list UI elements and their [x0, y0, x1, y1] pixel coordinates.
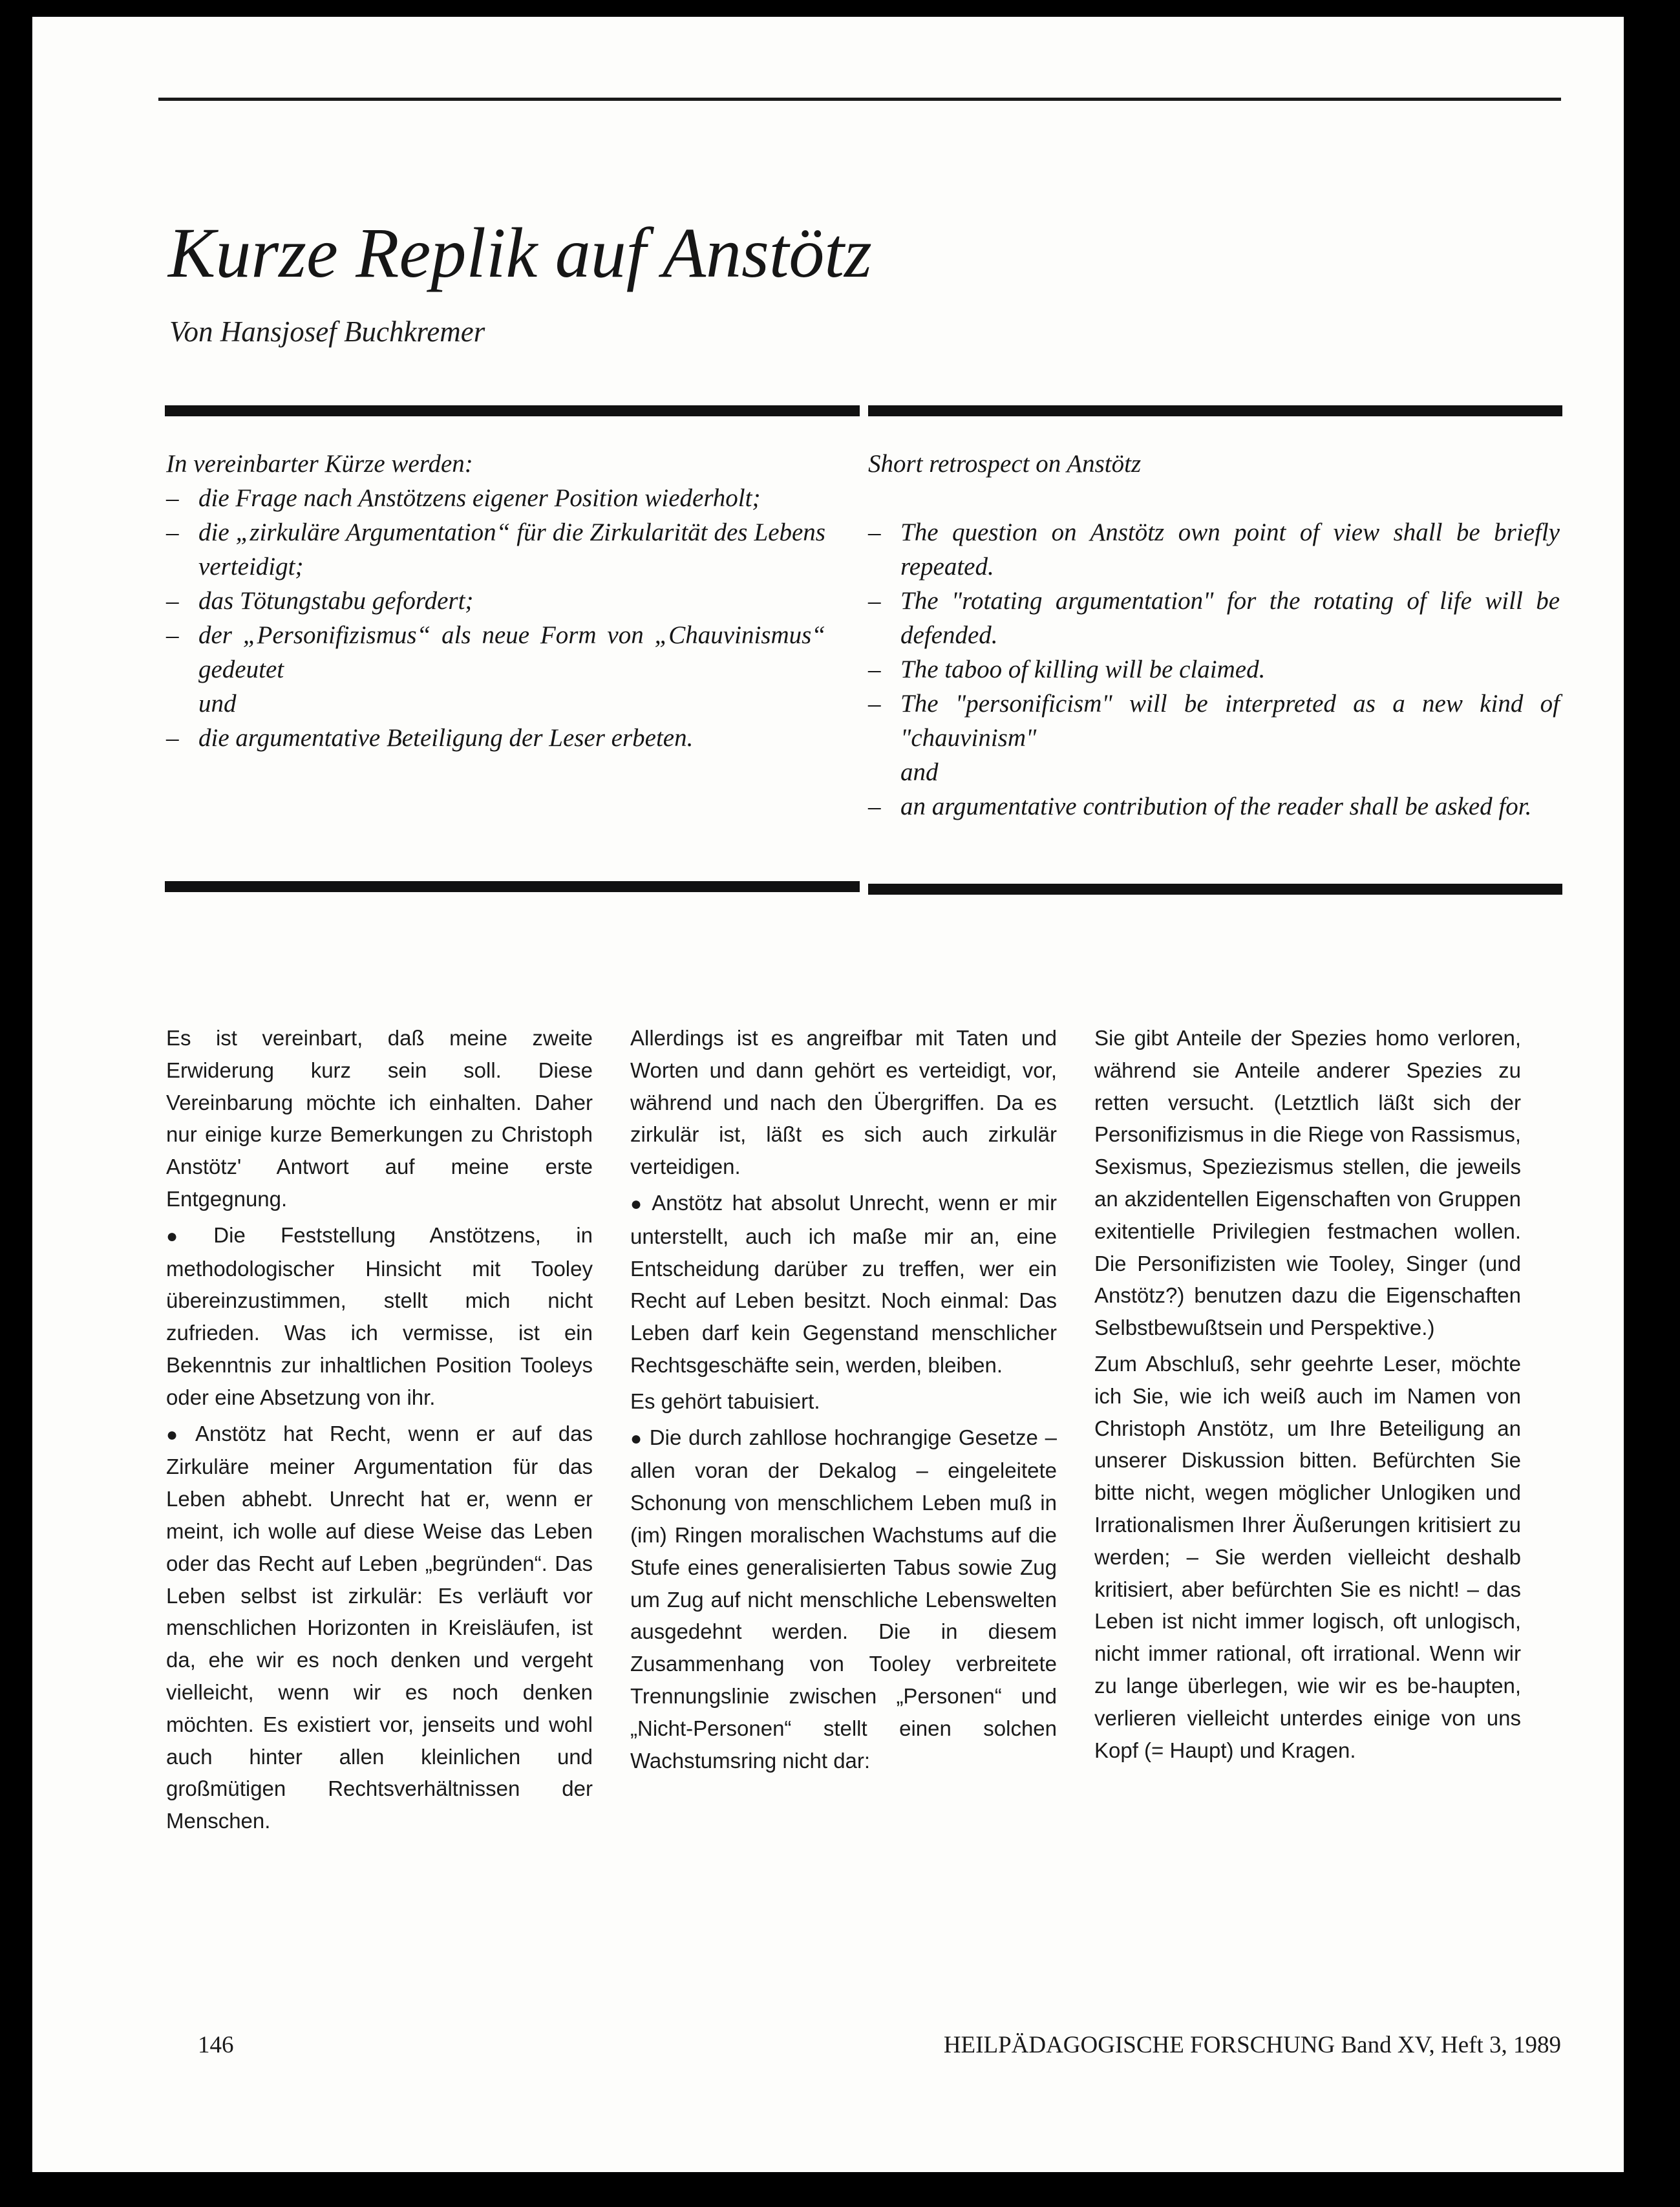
abstract-german-connector: und [198, 690, 237, 718]
abstract-german-item: – die „zirkuläre Argumentation“ für die Zirkularität des Lebens verteidigt; [166, 515, 825, 584]
body-paragraph: ● Die Feststellung Anstötzens, in methodologischer Hinsicht mit Tooley übereinzustimmen, stellt mich nicht zufrieden. Was ich vermisse, ist ein Bekenntnis zur inhaltlichen Position Tooleys oder eine Absetzung von ihr. [166, 1222, 593, 1409]
abstract-english-item: – an argumentative contribution of the reader shall be asked for. [868, 789, 1560, 824]
bullet-icon: ● [630, 1427, 643, 1449]
body-paragraph: Es ist vereinbart, daß meine zweite Erwiderung kurz sein soll. Diese Vereinbarung möchte ich einhalten. Daher nur einige kurze Bemerkungen zu Christoph Anstötz' Antwort auf meine erste Entgegnung. [166, 1026, 593, 1211]
abstract-english-item: – The question on Anstötz own point of view shall be briefly repeated. [868, 515, 1560, 584]
body-paragraph: ● Anstötz hat Recht, wenn er auf das Zirkuläre meiner Argumentation für das Leben abhebt. Unrecht hat er, wenn er meint, ich wolle auf diese Weise das Leben oder das Recht auf Leben „begründen“. Das Leben selbst ist zirkulär: Es verläuft vor menschlichen Horizonten in Kreisläufen, ist da, ehe wir es noch denken und vergeht vielleicht, wenn wir es noch denken möchten. Es existiert vor, jenseits und wohl auch hinter allen kleinlichen und großmütigen Rechtsverhältnissen der Menschen. [166, 1421, 593, 1833]
body-paragraph: ● Die durch zahllose hochrangige Gesetze – allen voran der Dekalog – eingeleitete Schonung von menschlichem Leben muß in (im) Ringen moralischen Wachstums auf die Stufe eines generalisierten Tabus sowie Zug um Zug auf nicht menschliche Lebenswelten ausgedehnt werden. Die in diesem Zusammenhang von Tooley verbreitete Trennungslinie zwischen „Personen“ und „Nicht-Personen“ stellt einen solchen Wachstumsring nicht dar: [630, 1425, 1057, 1773]
abstract-english [868, 447, 1560, 824]
bullet-icon: ● [630, 1193, 646, 1215]
bullet-icon: ● [166, 1225, 207, 1247]
abstract-rule-top-right [868, 405, 1562, 416]
body-paragraph: Zum Abschluß, sehr geehrte Leser, möchte ich Sie, wie ich weiß auch im Namen von Christoph Anstötz, um Ihre Beteiligung an unserer Diskussion bitten. Befürchten Sie bitte nicht, wegen möglicher Unlogiken und Irrationalismen Ihrer Äußerungen kritisiert zu werden; – Sie werden vielleicht deshalb kritisiert, aber befürchten Sie es nicht! – das Leben ist nicht immer logisch, oft unlogisch, nicht immer rational, oft irrational. Wenn wir zu lange überlegen, wie wir es be-haupten, verlieren vielleicht unterdes einige von uns Kopf (= Haupt) und Kragen. [1094, 1351, 1521, 1762]
body-paragraph: ● Anstötz hat absolut Unrecht, wenn er mir unterstellt, auch ich maße mir an, eine Entscheidung darüber zu treffen, wer ein Recht auf Leben besitzt. Noch einmal: Das Leben darf kein Gegenstand menschlicher Rechtsgeschäfte sein, werden, bleiben. [630, 1190, 1057, 1377]
page-number: 146 [198, 2032, 234, 2058]
abstract-english-item: – The "personificism" will be interpreted as a new kind of "chauvinism" [868, 687, 1560, 755]
body-paragraph: Es gehört tabuisiert. [630, 1389, 820, 1413]
abstract-english-item: – The "rotating argumentation" for the rotating of life will be defended. [868, 584, 1560, 652]
abstract-german [166, 447, 825, 755]
journal-page [32, 17, 1624, 2172]
body-paragraph: Sie gibt Anteile der Spezies homo verloren, während sie Anteile anderer Spezies zu retten versucht. (Letztlich läßt sich der Personifizismus in die Riege von Rassismus, Sexismus, Speziezismus stellen, die jeweils an akzidentellen Eigenschaften von Gruppen exitentielle Privilegien festmachen wollen. Die Personifizisten wie Tooley, Singer (und Anstötz?) benutzen dazu die Eigenschaften Selbstbewußtsein und Perspektive.) [1094, 1026, 1521, 1340]
body-paragraph: Allerdings ist es angreifbar mit Taten und Worten und dann gehört es verteidigt, vor, während und nach den Übergriffen. Da es zirkulär ist, läßt es sich auch zirkulär verteidigen. [630, 1026, 1057, 1179]
abstract-german-list [166, 481, 825, 755]
article-title: Kurze Replik auf Anstötz [168, 213, 872, 292]
abstract-english-list [868, 515, 1560, 824]
body-column-3 [1094, 1022, 1521, 1770]
abstract-german-item: – die argumentative Beteiligung der Leser erbeten. [166, 721, 825, 755]
body-column-2 [630, 1022, 1057, 1780]
abstract-english-connector: and [900, 758, 939, 786]
article-author: Von Hansjosef Buchkremer [169, 315, 485, 348]
abstract-english-item: – The taboo of killing will be claimed. [868, 652, 1560, 687]
header-rule [158, 98, 1561, 101]
journal-citation: HEILPÄDAGOGISCHE FORSCHUNG Band XV, Heft 3, 1989 [943, 2032, 1561, 2058]
abstract-german-heading: In vereinbarter Kürze werden: [166, 450, 473, 478]
body-column-1 [166, 1022, 593, 1841]
bullet-icon: ● [166, 1423, 189, 1445]
abstract-rule-bottom-right [868, 884, 1562, 895]
abstract-german-item: – der „Personifizismus“ als neue Form von „Chauvinismus“ gedeutet [166, 618, 825, 687]
abstract-german-item: – die Frage nach Anstötzens eigener Position wiederholt; [166, 481, 825, 515]
abstract-rule-bottom-left [165, 881, 860, 892]
abstract-german-item: – das Tötungstabu gefordert; [166, 584, 825, 618]
abstract-english-heading: Short retrospect on Anstötz [868, 450, 1142, 478]
abstract-rule-top-left [165, 405, 860, 416]
